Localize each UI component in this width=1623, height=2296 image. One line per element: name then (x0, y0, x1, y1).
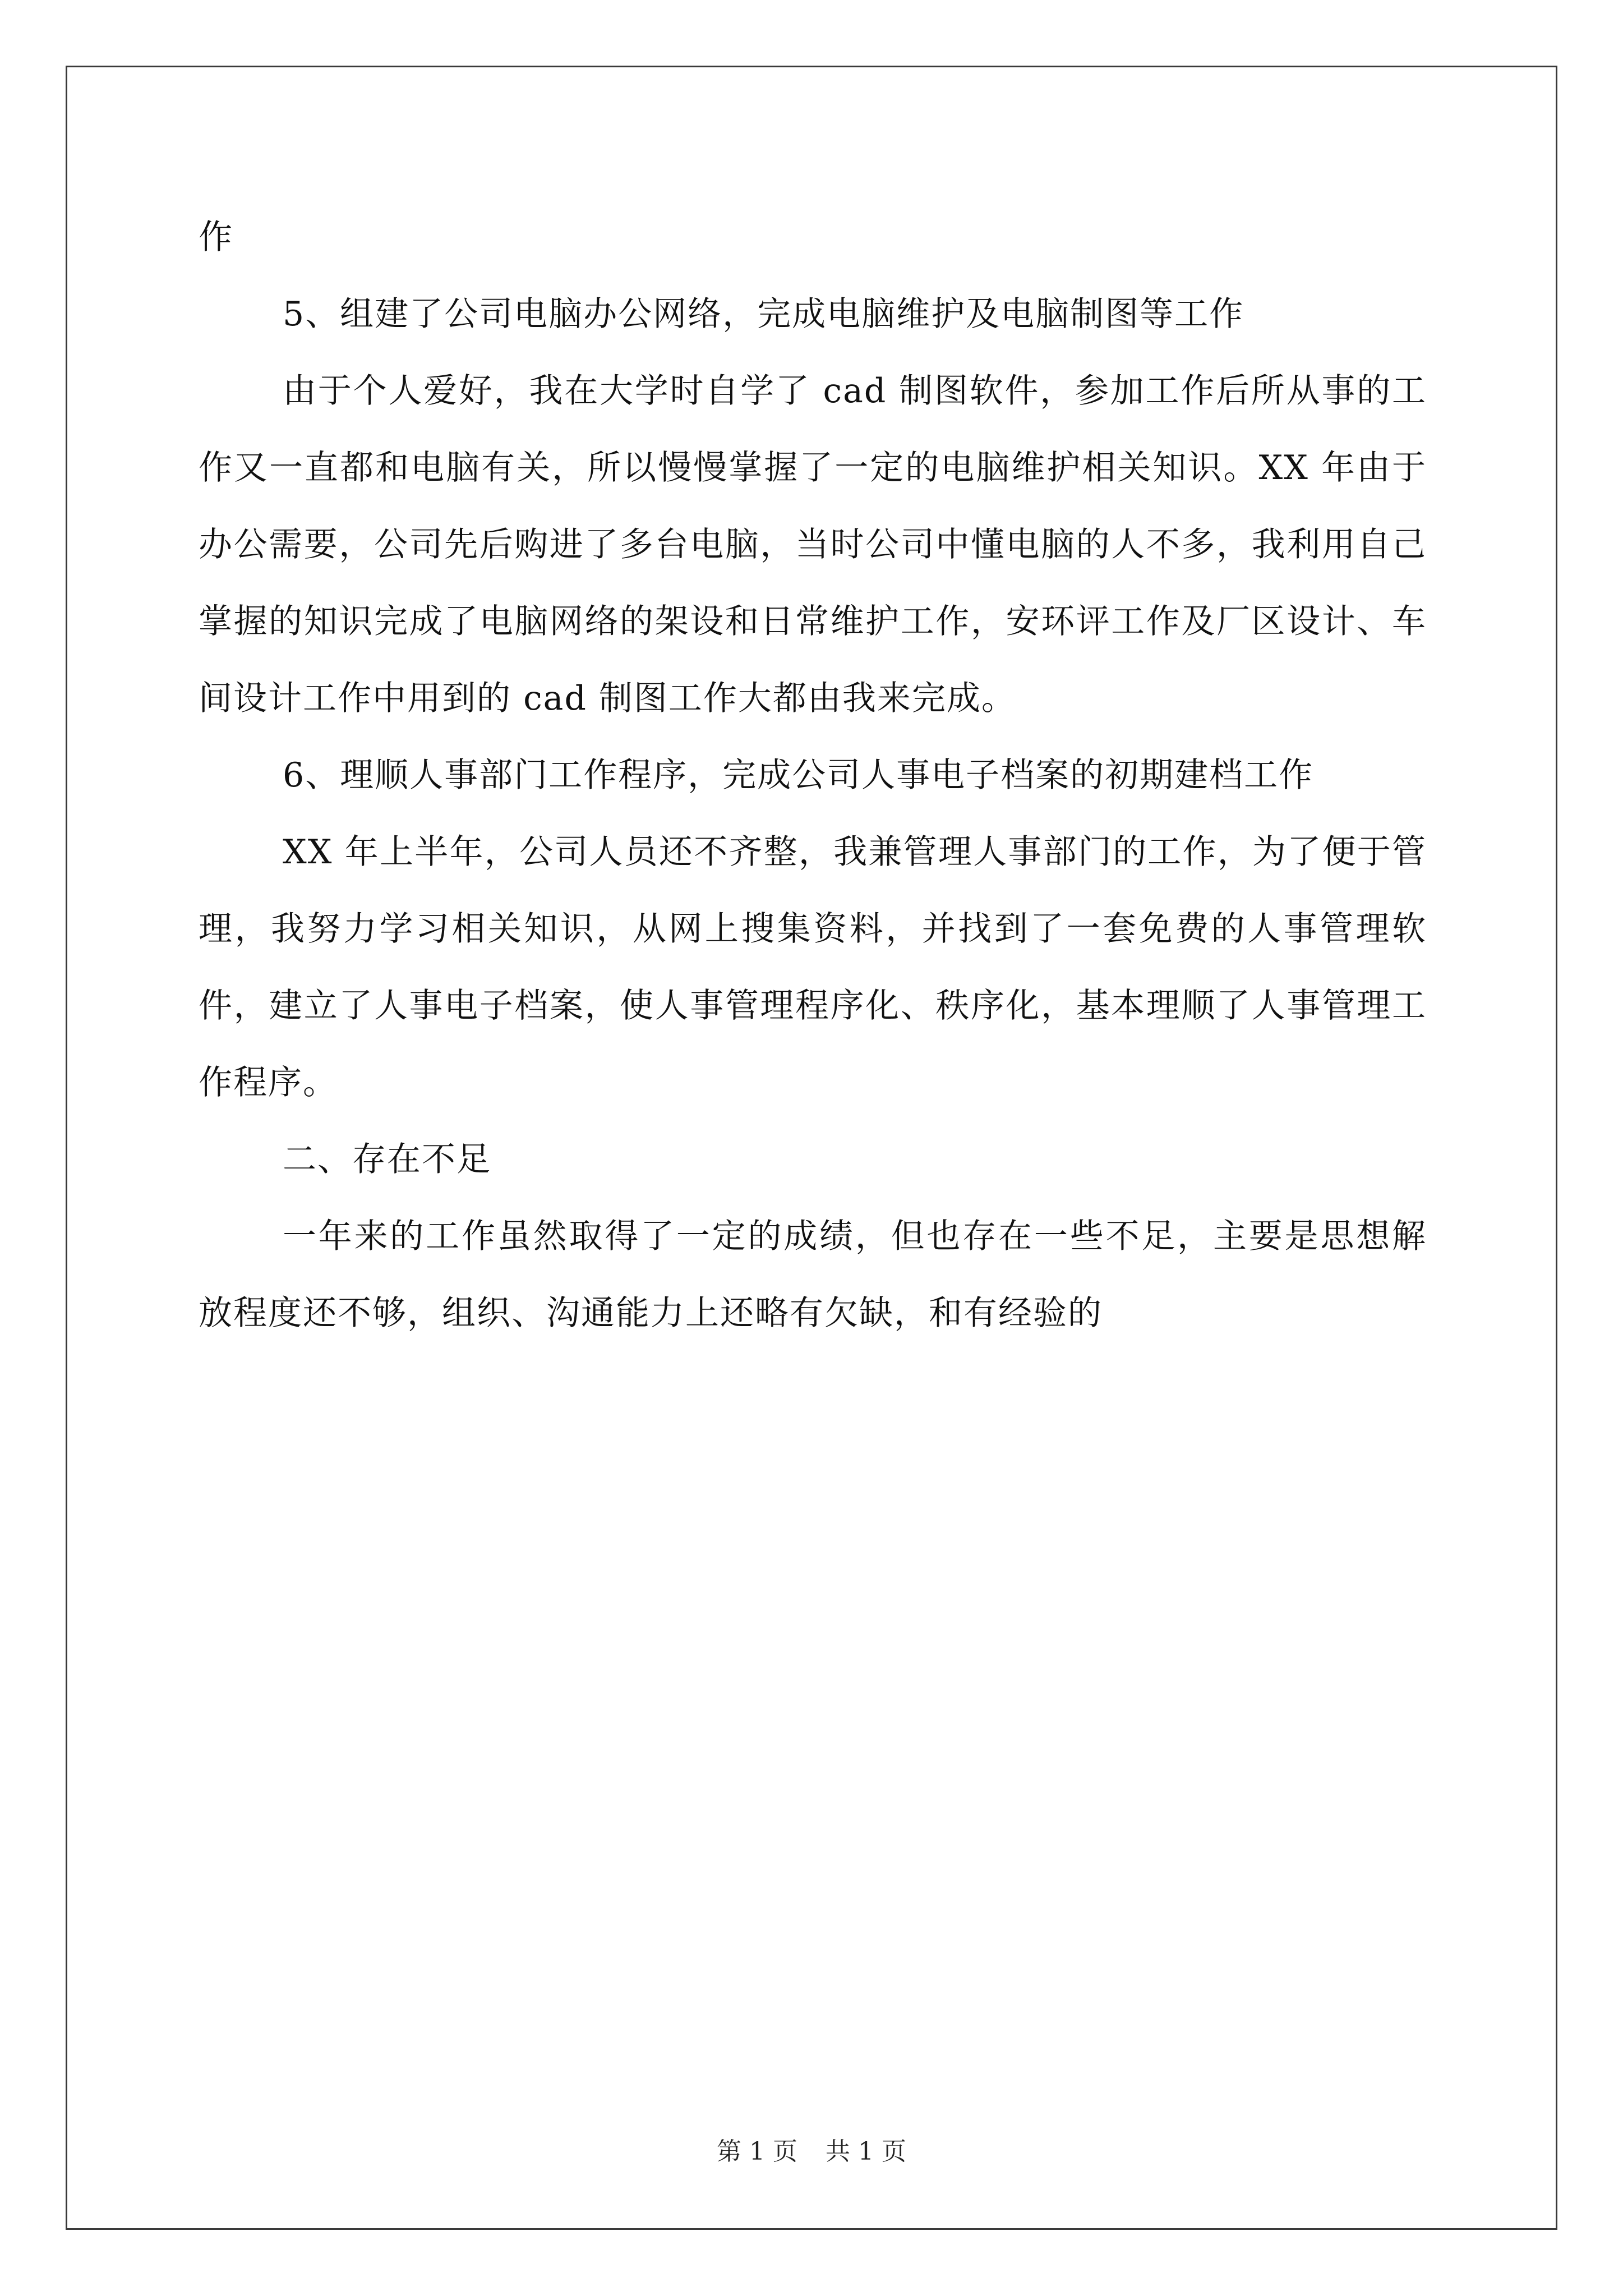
section-heading-shortcomings: 二、存在不足 (283, 1140, 491, 1179)
paragraph-continuation: 作 (199, 218, 233, 257)
paragraph-shortcomings: 一年来的工作虽然取得了一定的成绩，但也存在一些不足，主要是思想解放程度还不够，组织、沟通能力上还略有欠缺，和有经验的 (199, 1217, 1427, 1333)
page-total: 共 1 页 (826, 2137, 906, 2166)
paragraph-computer-work: 由于个人爱好，我在大学时自学了 cad 制图软件，参加工作后所从事的工作又一直都和电脑有关，所以慢慢掌握了一定的电脑维护相关知识。XX 年由于办公需要，公司先后购进了多台电脑，当时公司中懂电脑的人不多，我利用自己掌握的知识完成了电脑网络的架设和日常维护工作，安环评工作及厂区设计、车间设计工作中用到的 cad 制图工作大都由我来完成。 (199, 371, 1427, 718)
page-footer (0, 2135, 1623, 2169)
page-number: 第 1 页 (717, 2137, 797, 2166)
section-item-5-heading: 5、组建了公司电脑办公网络，完成电脑维护及电脑制图等工作 (283, 295, 1244, 334)
section-item-6-heading: 6、理顺人事部门工作程序，完成公司人事电子档案的初期建档工作 (283, 756, 1314, 795)
paragraph-hr-work: XX 年上半年，公司人员还不齐整，我兼管理人事部门的工作，为了便于管理，我努力学习相关知识，从网上搜集资料，并找到了一套免费的人事管理软件，建立了人事电子档案，使人事管理程序化、秩序化，基本理顺了人事管理工作程序。 (199, 832, 1427, 1102)
document-body (199, 199, 1427, 1352)
